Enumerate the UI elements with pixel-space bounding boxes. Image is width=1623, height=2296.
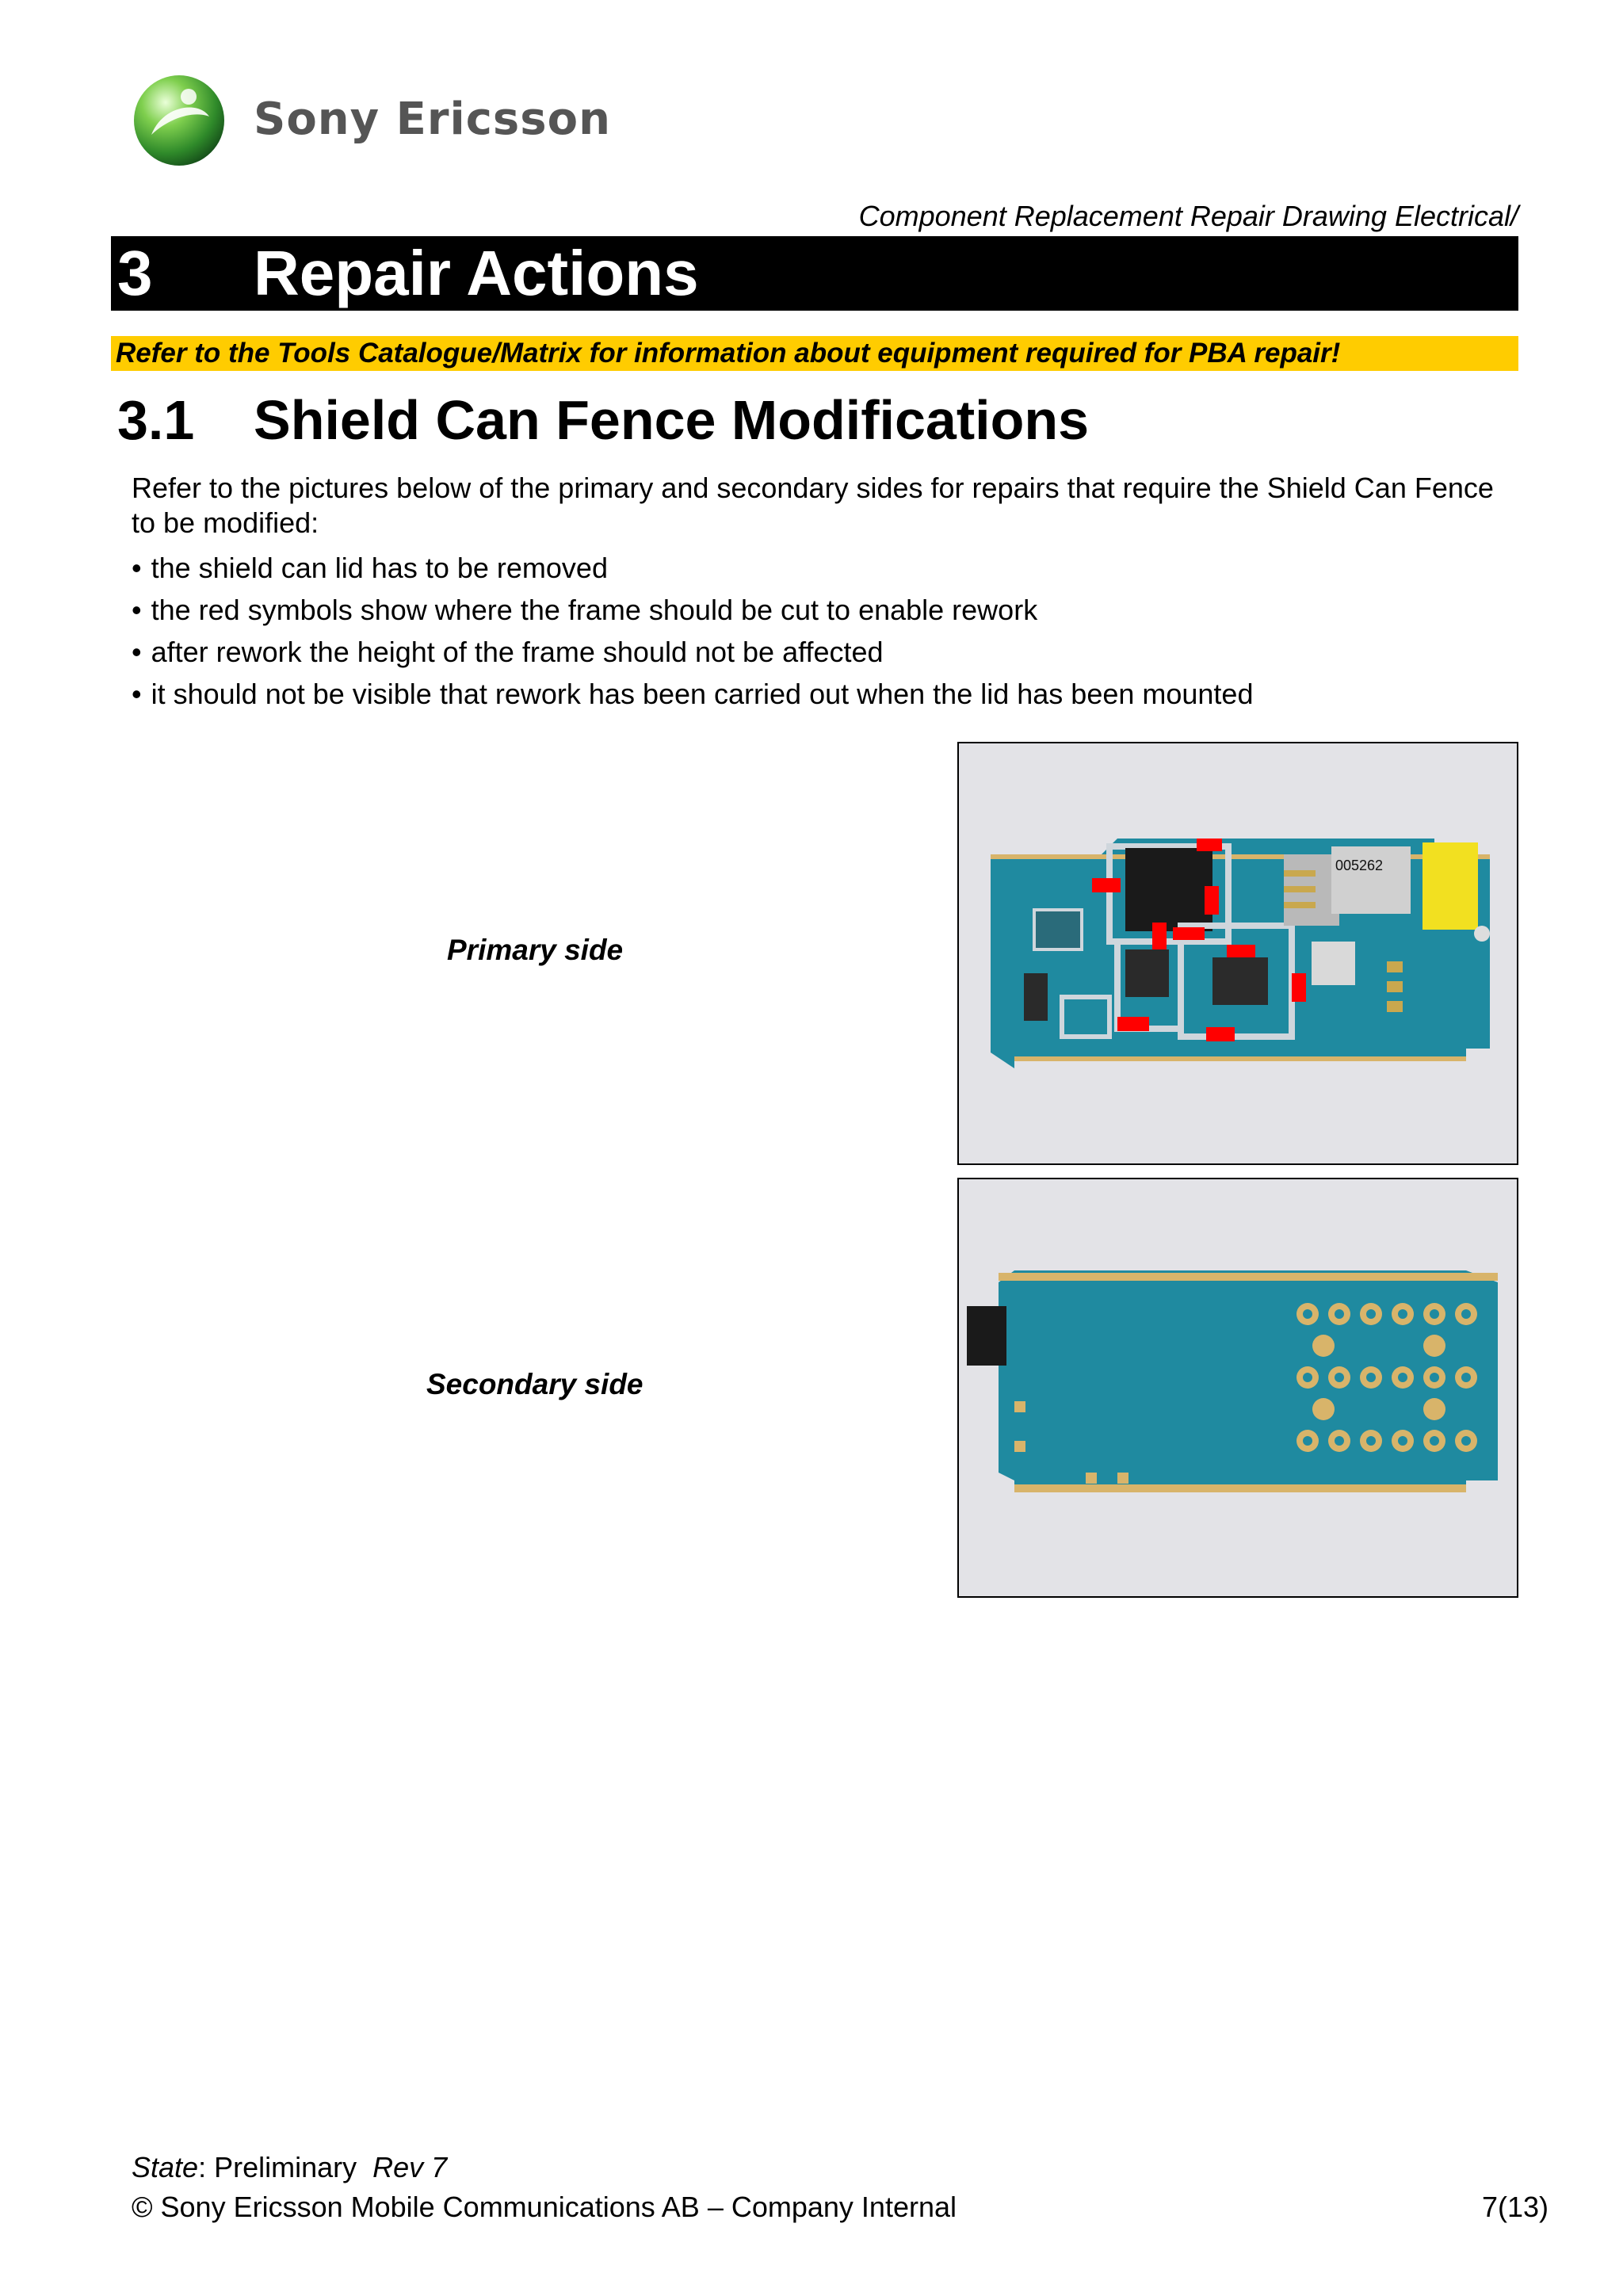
- primary-side-label: Primary side: [447, 934, 624, 966]
- brand-name: Sony Ericsson: [254, 94, 611, 145]
- state-value: : Preliminary: [198, 2151, 357, 2183]
- chapter-heading: [111, 236, 1518, 311]
- primary-side-photo: [957, 742, 1518, 1165]
- list-item: • it should not be visible that rework has been carried out when the lid has been mounted: [132, 673, 1253, 715]
- section-title: Shield Can Fence Modifications: [254, 389, 1090, 451]
- chip-code-label: 005262: [1335, 858, 1384, 873]
- chapter-title: Repair Actions: [254, 238, 699, 308]
- revision: Rev 7: [372, 2151, 448, 2183]
- state-label: State: [132, 2151, 199, 2183]
- document-title: Component Replacement Repair Drawing Electrical/: [111, 200, 1518, 238]
- page-number: 7(13): [1482, 2191, 1549, 2223]
- list-item: • the red symbols show where the frame should be cut to enable rework: [132, 589, 1253, 631]
- chapter-number: 3: [117, 238, 153, 308]
- section-number: 3.1: [117, 389, 195, 451]
- document-state: [132, 2151, 447, 2184]
- secondary-side-label: Secondary side: [426, 1368, 643, 1400]
- instruction-list: [132, 547, 1253, 715]
- sony-ericsson-logo-icon: [132, 73, 227, 168]
- secondary-side-photo: [957, 1178, 1518, 1598]
- tools-note: Refer to the Tools Catalogue/Matrix for information about equipment required for PBA repair!: [111, 336, 1518, 371]
- list-item: • after rework the height of the frame should not be affected: [132, 631, 1253, 673]
- intro-paragraph: Refer to the pictures below of the primary and secondary sides for repairs that require the Shield Can Fence to be modified:: [132, 472, 1494, 539]
- copyright-notice: © Sony Ericsson Mobile Communications AB – Company Internal: [132, 2191, 957, 2223]
- list-item: • the shield can lid has to be removed: [132, 547, 1253, 589]
